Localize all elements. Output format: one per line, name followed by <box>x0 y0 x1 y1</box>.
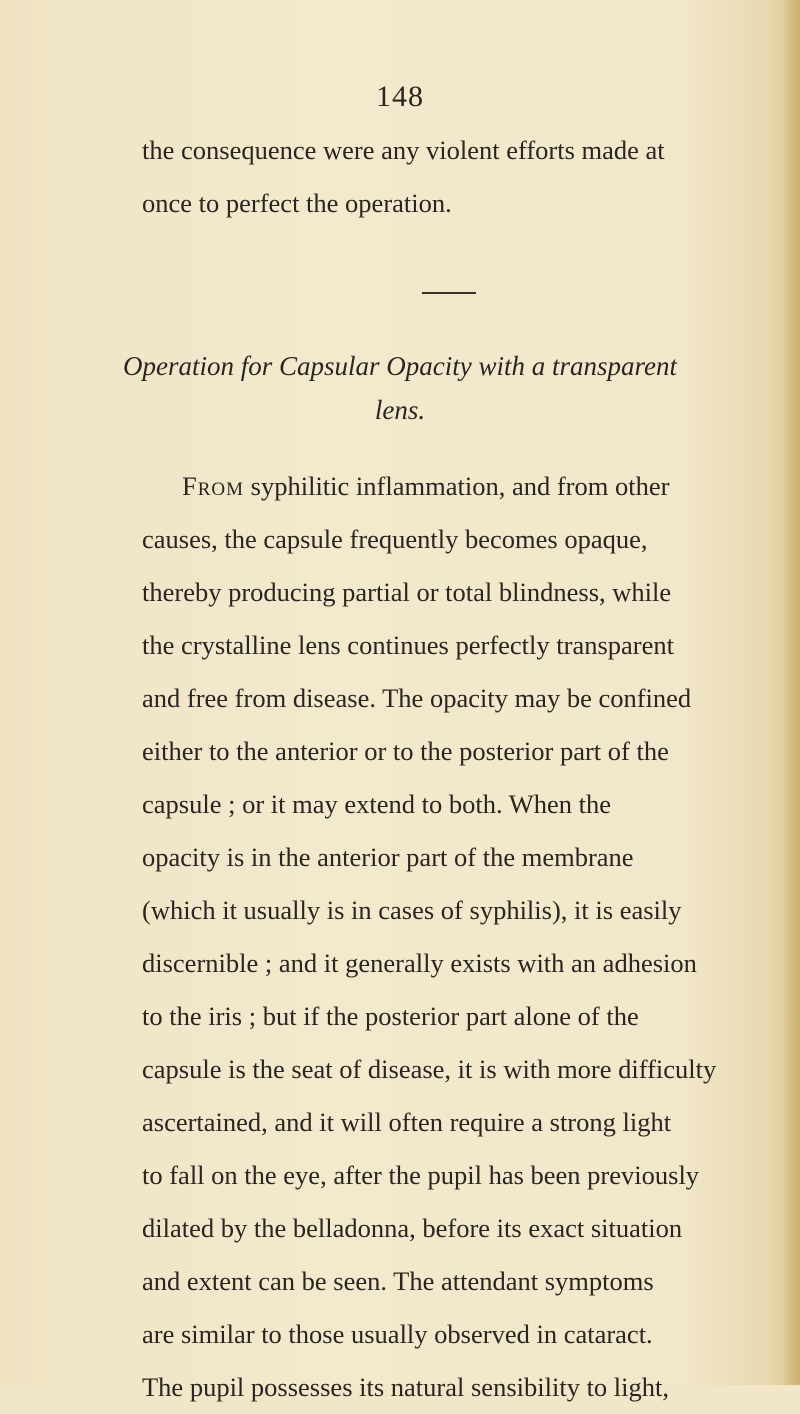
section-heading <box>0 344 800 432</box>
text-line: opacity is in the anterior part of the membrane <box>142 842 634 872</box>
text-line: discernible ; and it generally exists with an adhesion <box>142 948 697 978</box>
text-line: thereby producing partial or total blindness, while <box>142 577 672 607</box>
text-line: dilated by the belladonna, before its exact situation <box>142 1213 683 1243</box>
section-divider <box>422 292 476 294</box>
text-line <box>142 460 754 513</box>
text-line: causes, the capsule frequently becomes opaque, <box>142 524 648 554</box>
text-line: the consequence were any violent efforts made at <box>142 135 665 165</box>
text-line: are similar to those usually observed in cataract. <box>142 1319 653 1349</box>
text-line: the crystalline lens continues perfectly transparent <box>142 630 675 660</box>
page-edge-shadow <box>782 0 800 1385</box>
text-line: and free from disease. The opacity may be confined <box>142 683 692 713</box>
page-number: 148 <box>376 80 424 113</box>
text-line: capsule is the seat of disease, it is with more difficulty <box>142 1054 717 1084</box>
intro-paragraph <box>142 124 754 230</box>
text-line: to fall on the eye, after the pupil has been previously <box>142 1160 700 1190</box>
text-line: ascertained, and it will often require a strong light <box>142 1107 672 1137</box>
body-paragraph <box>142 460 754 1414</box>
text-line: The pupil possesses its natural sensibility to light, <box>142 1372 670 1402</box>
text-line: (which it usually is in cases of syphilis), it is easily <box>142 895 682 925</box>
text-line: and extent can be seen. The attendant symptoms <box>142 1266 654 1296</box>
text-line: either to the anterior or to the posterior part of the <box>142 736 669 766</box>
text-line: once to perfect the operation. <box>142 188 452 218</box>
text-line: capsule ; or it may extend to both. When the <box>142 789 612 819</box>
drop-word: From <box>182 471 245 501</box>
heading-line: lens. <box>374 395 426 425</box>
heading-line: Operation for Capsular Opacity with a transparent <box>122 351 677 381</box>
first-line-text: syphilitic inflammation, and from other <box>244 471 670 501</box>
text-line: to the iris ; but if the posterior part alone of the <box>142 1001 639 1031</box>
